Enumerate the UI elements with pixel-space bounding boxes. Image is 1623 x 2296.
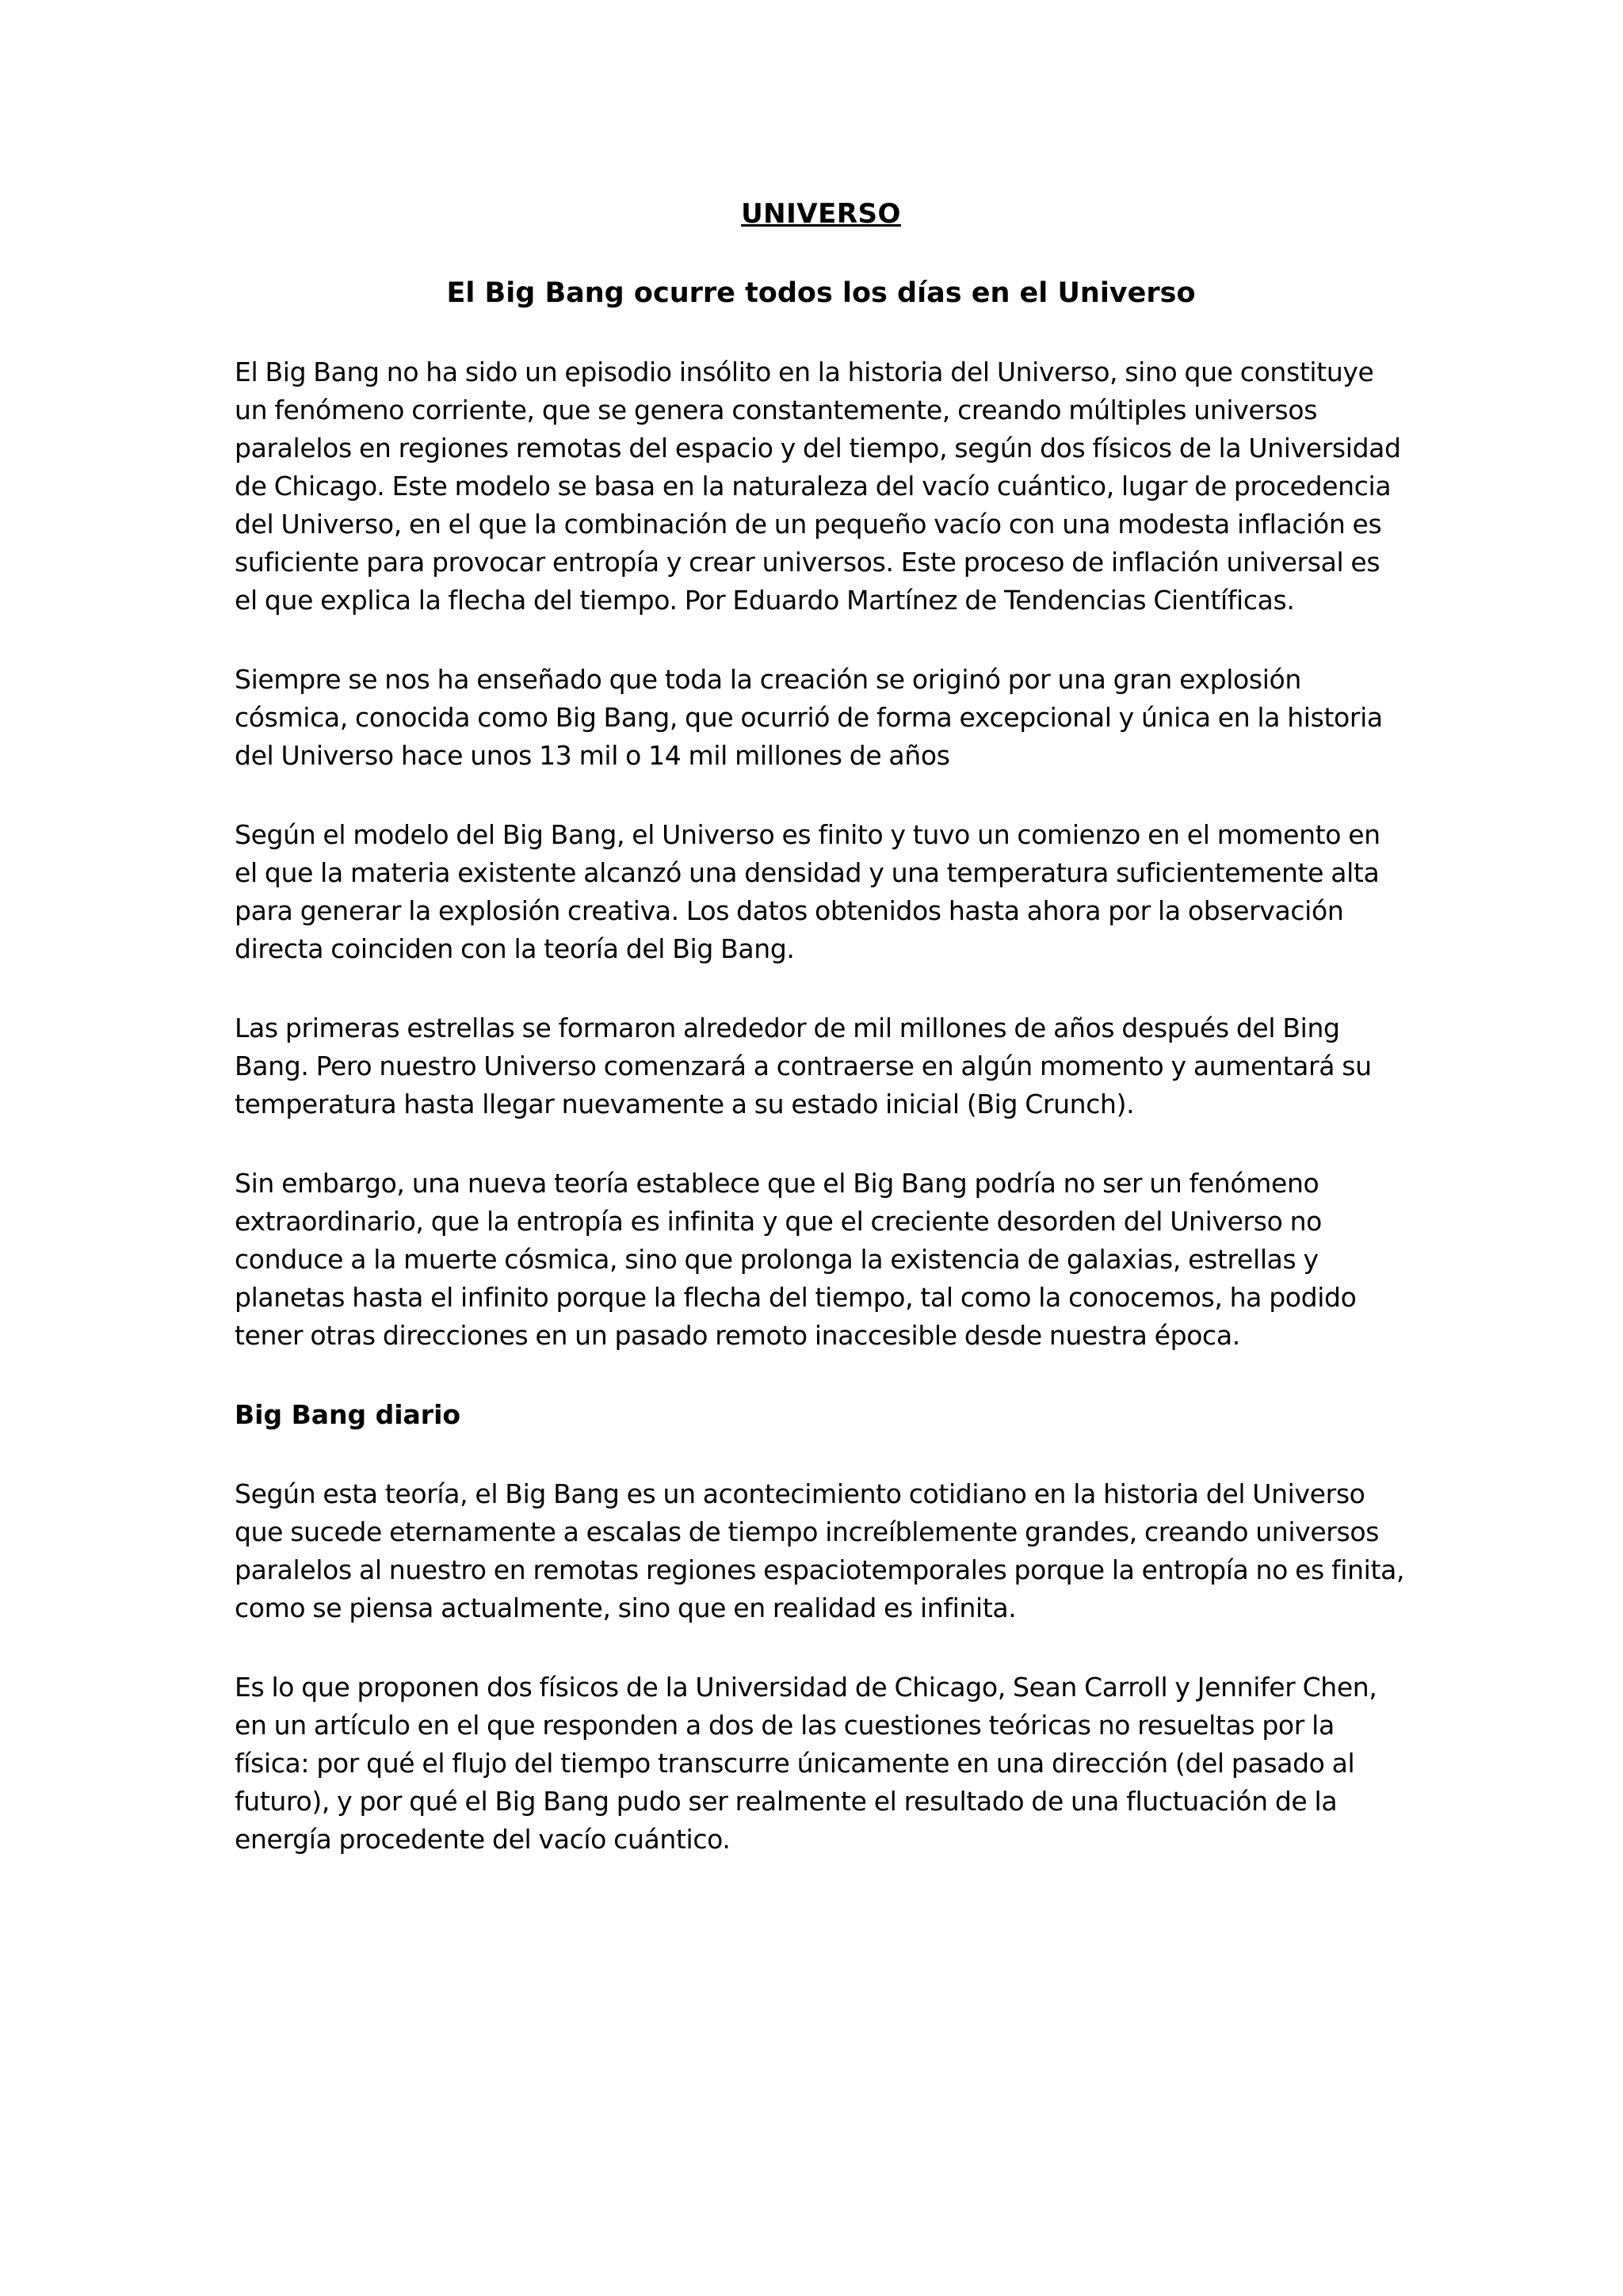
document-title: UNIVERSO bbox=[741, 198, 901, 230]
paragraph-first-stars: Las primeras estrellas se formaron alrededor de mil millones de años después del Bing Bang. Pero nuestro Universo comenzará a contraerse en algún momento y aumentará su temperatura hasta llegar nuevamente a su estado inicial (Big Crunch). bbox=[235, 1013, 1372, 1119]
paragraph-model: Según el modelo del Big Bang, el Universo es finito y tuvo un comienzo en el momento en el que la materia existente alcanzó una densidad y una temperatura suficientemente alta para generar la explosión creativa. Los datos obtenidos hasta ahora por la observación directa coinciden con la teoría del Big Bang. bbox=[235, 819, 1381, 964]
document-body bbox=[235, 195, 1407, 1859]
paragraph-chicago-physicists: Es lo que proponen dos físicos de la Universidad de Chicago, Sean Carroll y Jennifer Chen, en un artículo en el que responden a dos de las cuestiones teóricas no resueltas por la física: por qué el flujo del tiempo transcurre únicamente en una dirección (del pasado al futuro), y por qué el Big Bang pudo ser realmente el resultado de una fluctuación de la energía procedente del vacío cuántico. bbox=[235, 1672, 1377, 1855]
paragraph-daily-bang: Según esta teoría, el Big Bang es un acontecimiento cotidiano en la historia del Universo que sucede eternamente a escalas de tiempo increíblemente grandes, creando universos paralelos al nuestro en remotas regiones espaciotemporales porque la entropía no es finita, como se piensa actualmente, sino que en realidad es infinita. bbox=[235, 1478, 1405, 1623]
paragraph-intro: El Big Bang no ha sido un episodio insólito en la historia del Universo, sino que constituye un fenómeno corriente, que se genera constantemente, creando múltiples universos paralelos en regiones remotas del espacio y del tiempo, según dos físicos de la Universidad de Chicago. Este modelo se basa en la naturaleza del vacío cuántico, lugar de procedencia del Universo, en el que la combinación de un pequeño vacío con una modesta inflación es suficiente para provocar entropía y crear universos. Este proceso de inflación universal es el que explica la flecha del tiempo. Por Eduardo Martínez de Tendencias Científicas. bbox=[235, 357, 1401, 616]
section-heading: Big Bang diario bbox=[235, 1399, 461, 1430]
paragraph-new-theory: Sin embargo, una nueva teoría establece que el Big Bang podría no ser un fenómeno extraordinario, que la entropía es infinita y que el creciente desorden del Universo no conduce a la muerte cósmica, sino que prolonga la existencia de galaxias, estrellas y planetas hasta el infinito porque la flecha del tiempo, tal como la conocemos, ha podido tener otras direcciones en un pasado remoto inaccesible desde nuestra época. bbox=[235, 1168, 1357, 1351]
paragraph-creation: Siempre se nos ha enseñado que toda la creación se originó por una gran explosión cósmica, conocida como Big Bang, que ocurrió de forma excepcional y única en la historia del Universo hace unos 13 mil o 14 mil millones de años bbox=[235, 664, 1383, 771]
document-subtitle: El Big Bang ocurre todos los días en el Universo bbox=[446, 277, 1196, 309]
